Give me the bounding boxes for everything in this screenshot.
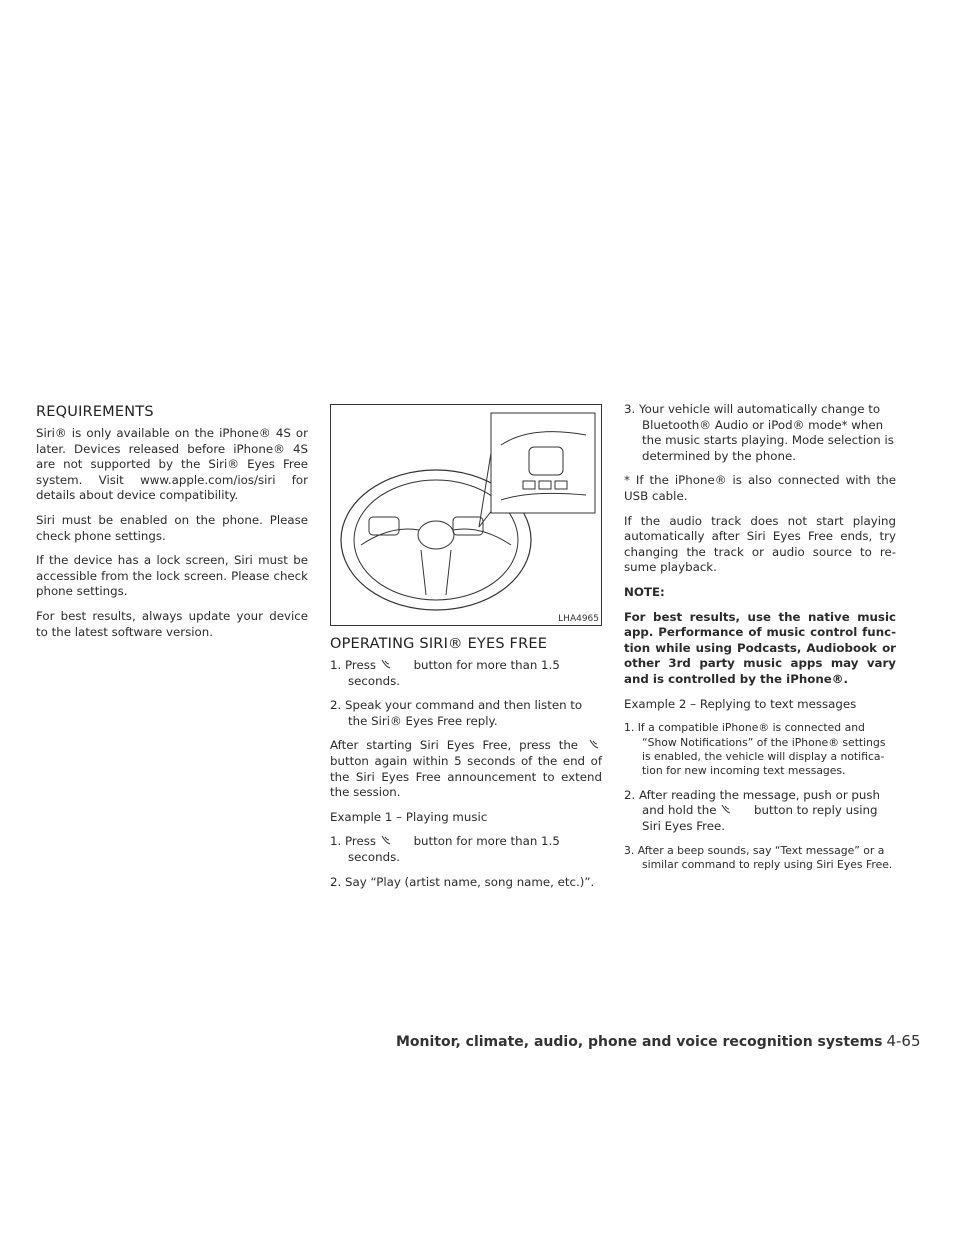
steering-wheel-figure — [330, 404, 602, 626]
step-1-suffix: button for more than 1.5 seconds. — [348, 658, 560, 688]
requirements-paragraph-2: Siri must be enabled on the phone. Please check phone settings. — [36, 512, 308, 543]
figure-label: LHA4965 — [558, 614, 599, 624]
page-number: 4-65 — [886, 1032, 921, 1050]
example-1-step-1 — [330, 834, 602, 865]
step-1-prefix: 1. Press — [330, 658, 377, 672]
requirements-section — [36, 404, 308, 649]
requirements-heading: REQUIREMENTS — [36, 404, 154, 420]
example-2-step-3: 3. After a beep sounds, say “Text message” or a similar command to reply using Siri Eyes Free. — [624, 843, 893, 871]
operating-heading: OPERATING SIRI® EYES FREE — [330, 636, 548, 652]
example-1-step-3: 3. Your vehicle will automatically change to Bluetooth® Audio or iPod® mode* when the music starts playing. Mode selection is determined by the phone. — [624, 402, 894, 463]
requirements-paragraph-4: For best results, always update your device to the latest software version. — [36, 608, 308, 639]
track-paragraph: If the audio track does not start playing automatically after Siri Eyes Free ends, try changing the track or audio source to re-sume playback. — [624, 513, 896, 575]
operating-after-paragraph — [330, 738, 602, 800]
note-text: For best results, use the native music app. Performance of music control func-tion while using Podcasts, Audiobook or other 3rd party music apps may vary and is controlled by the iPhone®. — [624, 609, 896, 686]
voice-recognition-icon — [380, 658, 392, 670]
requirements-paragraph-3: If the device has a lock screen, Siri must be accessible from the lock screen. Please check phone settings. — [36, 553, 308, 599]
ex1-step-1-prefix: 1. Press — [330, 834, 377, 849]
example-2-step-1: 1. If a compatible iPhone® is connected and “Show Notifications” of the iPhone® settings is enabled, the vehicle will display a notifica-tion for new incoming text messages. — [624, 721, 886, 778]
voice-recognition-icon — [380, 834, 392, 846]
footnote: * If the iPhone® is also connected with the USB cable. — [624, 473, 896, 503]
operating-step-1 — [330, 658, 602, 689]
example-1-step-2: 2. Say “Play (artist name, song name, etc.)”. — [330, 874, 595, 889]
ex2-step-2-prefix: 2. After reading the message, push or push and hold the — [624, 787, 881, 818]
example-2-heading: Example 2 – Replying to text messages — [624, 696, 857, 711]
voice-recognition-icon — [720, 803, 732, 815]
after-prefix: After starting Siri Eyes Free, press the — [330, 738, 579, 753]
ex2-step-2-suffix: button to reply using Siri Eyes Free. — [642, 803, 878, 833]
note-label: NOTE: — [624, 584, 665, 599]
ex1-step-1-suffix: button for more than 1.5 seconds. — [348, 834, 560, 864]
example-2-step-2 — [624, 788, 896, 835]
requirements-paragraph-1: Siri® is only available on the iPhone® 4S or later. Devices released before iPhone® 4S are not supported by the Siri® Eyes Free system. Visit www.apple.com/ios/siri for details about device compatibility. — [36, 426, 308, 503]
column-3 — [624, 402, 896, 881]
steering-wheel-illustration — [331, 405, 601, 625]
footer-title: Monitor, climate, audio, phone and voice recognition systems — [396, 1034, 883, 1050]
after-suffix: button again within 5 seconds of the end of the Siri Eyes Free announcement to extend the session. — [330, 753, 602, 800]
example-1-heading: Example 1 – Playing music — [330, 809, 488, 824]
page-footer — [396, 1032, 921, 1050]
voice-recognition-icon — [588, 738, 600, 750]
operating-step-2: 2. Speak your command and then listen to the Siri® Eyes Free reply. — [330, 698, 583, 728]
operating-section — [330, 404, 602, 899]
